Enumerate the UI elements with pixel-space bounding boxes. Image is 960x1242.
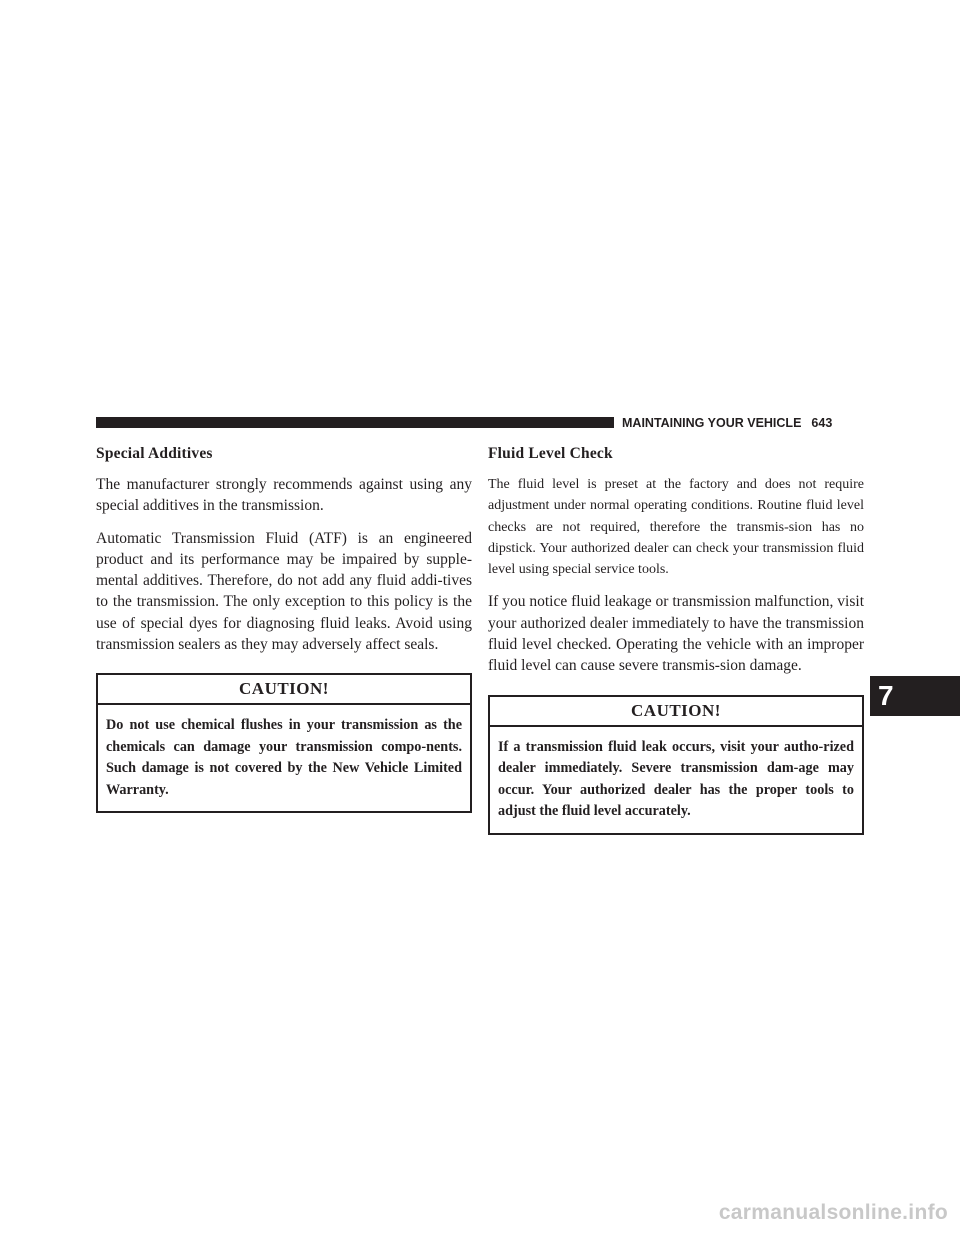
header-rule bbox=[96, 417, 614, 428]
caution-body: If a transmission fluid leak occurs, visit your autho-rized dealer immediately. Severe transmission dam-age may occur. Your authorized dealer has the proper tools to adjust the fluid level accurately. bbox=[498, 738, 854, 820]
heading-special-additives: Special Additives bbox=[96, 445, 213, 462]
paragraph: Automatic Transmission Fluid (ATF) is an engineered product and its performance may be impaired by supple-mental additives. Therefore, do not add any fluid addi-tives to the transmission. The only exception to this policy is the use of special dyes for diagnosing fluid leaks. Avoid using transmission sealers as they may adversely affect seals. bbox=[96, 529, 472, 654]
caution-title: CAUTION! bbox=[98, 675, 470, 705]
caution-box bbox=[488, 695, 864, 835]
paragraph: If you notice fluid leakage or transmission malfunction, visit your authorized dealer immediately to have the transmission fluid level checked. Operating the vehicle with an improper fluid level can cause severe transmis-sion damage. bbox=[488, 593, 864, 675]
chapter-tab: 7 bbox=[870, 676, 960, 716]
page-number: 643 bbox=[811, 416, 833, 430]
caution-box bbox=[96, 673, 472, 813]
caution-title: CAUTION! bbox=[490, 697, 862, 727]
caution-body: Do not use chemical flushes in your transmission as the chemicals can damage your transmission compo-nents. Such damage is not covered by the New Vehicle Limited Warranty. bbox=[106, 717, 462, 798]
paragraph: The fluid level is preset at the factory and does not require adjustment under normal operating conditions. Routine fluid level checks are not required, therefore the transmis-sion has no dipstick. Your authorized dealer can check your transmission fluid level using special service tools. bbox=[488, 477, 864, 578]
section-title: MAINTAINING YOUR VEHICLE bbox=[622, 416, 802, 430]
right-column bbox=[488, 440, 864, 835]
watermark: carmanualsonline.info bbox=[718, 1201, 948, 1224]
left-column bbox=[96, 440, 472, 813]
heading-fluid-level-check: Fluid Level Check bbox=[488, 445, 613, 462]
running-header bbox=[622, 416, 865, 430]
paragraph: The manufacturer strongly recommends against using any special additives in the transmission. bbox=[96, 476, 472, 515]
